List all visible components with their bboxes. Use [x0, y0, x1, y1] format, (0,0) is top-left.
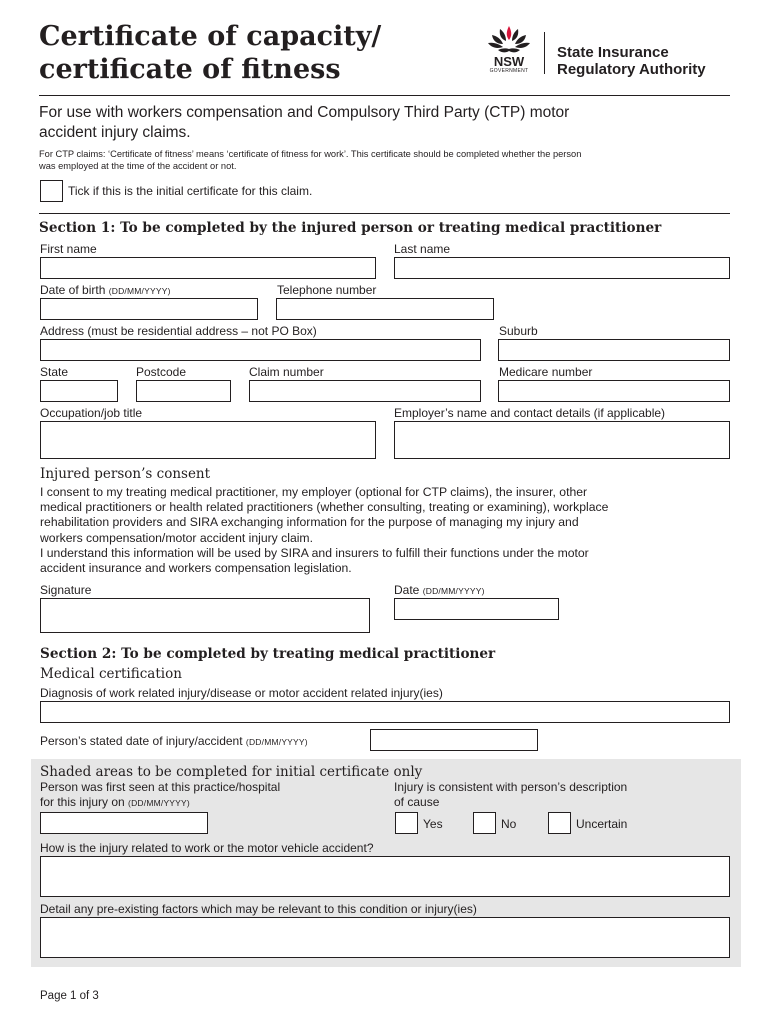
employer-label: Employer’s name and contact details (if applicable) [394, 406, 666, 420]
consent-paragraph-1 [40, 485, 608, 546]
related-answer-field[interactable] [40, 856, 730, 897]
postcode-field[interactable] [136, 380, 231, 402]
consent-p1-line1: I consent to my treating medical practitioner, my employer (optional for CTP claims), the insurer, other [40, 485, 588, 499]
dob-format: (DD/MM/YYYY) [108, 286, 171, 296]
consistent-yes-checkbox[interactable] [395, 812, 418, 834]
page-title [39, 20, 381, 86]
header-divider [39, 95, 730, 96]
dob-label [40, 283, 171, 298]
first-seen-line2 [40, 795, 280, 811]
first-name-field[interactable] [40, 257, 376, 279]
consistent-yes-label: Yes [423, 817, 443, 831]
medical-certification-heading: Medical certification [40, 666, 182, 682]
agency-name [557, 44, 706, 78]
page-number: Page 1 of 3 [40, 990, 99, 1002]
stated-date-field[interactable] [370, 729, 538, 751]
date-label-text: Date [394, 583, 420, 597]
related-question-label: How is the injury related to work or the motor vehicle accident? [40, 841, 374, 855]
preexisting-label: Detail any pre-existing factors which may be relevant to this condition or injury(ies) [40, 902, 477, 916]
initial-certificate-checkbox[interactable] [40, 180, 63, 202]
medicare-number-field[interactable] [498, 380, 730, 402]
first-seen-line2-text: for this injury on [40, 795, 125, 809]
stated-date-label [40, 734, 308, 749]
date-label [394, 583, 485, 598]
claim-number-label: Claim number [249, 365, 324, 379]
logo-divider [544, 32, 545, 74]
address-label: Address (must be residential address – not PO Box) [40, 324, 317, 338]
date-field[interactable] [394, 598, 559, 620]
nsw-government-logo [484, 24, 534, 76]
intro-note-line1: For CTP claims: ‘Certificate of fitness’ means ‘certificate of fitness for work’. This certificate should be completed whether the person [39, 149, 582, 159]
consent-p2-line1: I understand this information will be used by SIRA and insurers to fulfill their functions under the motor [40, 546, 589, 560]
intro-lead-line1: For use with workers compensation and Compulsory Third Party (CTP) motor [39, 104, 570, 121]
date-format: (DD/MM/YYYY) [422, 586, 485, 596]
logo-subtext: GOVERNMENT [489, 68, 529, 74]
initial-certificate-label: Tick if this is the initial certificate for this claim. [68, 184, 313, 198]
stated-date-label-text: Person’s stated date of injury/accident [40, 734, 243, 748]
employer-field[interactable] [394, 421, 730, 459]
state-label: State [40, 365, 69, 379]
last-name-label: Last name [394, 242, 451, 256]
intro-lead-line2: accident injury claims. [39, 124, 191, 141]
consistent-uncertain-checkbox[interactable] [548, 812, 571, 834]
intro-note [39, 148, 581, 172]
intro-lead [39, 103, 569, 143]
shaded-area-heading: Shaded areas to be completed for initial certificate only [40, 764, 423, 780]
consent-p2-line2: accident insurance and workers compensation legislation. [40, 561, 352, 576]
consent-paragraph-2 [40, 546, 589, 576]
consistent-no-checkbox[interactable] [473, 812, 496, 834]
page-title-line1: Certificate of capacity/ [39, 21, 382, 52]
diagnosis-label: Diagnosis of work related injury/disease or motor accident related injury(ies) [40, 686, 443, 700]
section1-divider [39, 213, 730, 214]
logo-text: NSW [493, 54, 525, 69]
consent-p1-line3: rehabilitation providers and SIRA exchanging information for the purpose of managing my injury and [40, 515, 579, 530]
first-seen-date-field[interactable] [40, 812, 208, 834]
agency-name-line2: Regulatory Authority [557, 61, 706, 78]
first-seen-label [40, 780, 280, 811]
first-name-label: First name [40, 242, 97, 256]
waratah-icon [484, 24, 534, 58]
suburb-label: Suburb [499, 324, 538, 338]
address-field[interactable] [40, 339, 481, 361]
section1-heading: Section 1: To be completed by the injured person or treating medical practitioner [39, 220, 662, 236]
last-name-field[interactable] [394, 257, 730, 279]
consistent-line1: Injury is consistent with person’s description [394, 780, 628, 794]
consent-p1-line4: workers compensation/motor accident injury claim. [40, 530, 313, 545]
occupation-field[interactable] [40, 421, 376, 459]
stated-date-format: (DD/MM/YYYY) [245, 737, 308, 747]
page-title-line2: certificate of fitness [39, 54, 341, 85]
consent-p1-line2: medical practitioners or health related practitioners (whether consulting, treating or examining), workplace [40, 500, 609, 515]
first-seen-format: (DD/MM/YYYY) [128, 798, 190, 808]
consistent-uncertain-label: Uncertain [576, 817, 628, 831]
signature-label: Signature [40, 583, 92, 597]
consistent-line2: of cause [394, 795, 440, 809]
dob-label-text: Date of birth [40, 283, 106, 297]
telephone-field[interactable] [276, 298, 494, 320]
section2-heading: Section 2: To be completed by treating medical practitioner [40, 646, 496, 662]
telephone-label: Telephone number [277, 283, 377, 297]
intro-note-line2: was employed at the time of the accident or not. [39, 161, 237, 171]
signature-field[interactable] [40, 598, 370, 633]
consent-heading: Injured person’s consent [40, 466, 211, 482]
dob-field[interactable] [40, 298, 258, 320]
preexisting-field[interactable] [40, 917, 730, 958]
first-seen-line1: Person was first seen at this practice/hospital [40, 780, 281, 794]
consistent-label [394, 780, 627, 810]
diagnosis-field[interactable] [40, 701, 730, 723]
medicare-number-label: Medicare number [499, 365, 593, 379]
claim-number-field[interactable] [249, 380, 481, 402]
consistent-no-label: No [501, 817, 517, 831]
occupation-label: Occupation/job title [40, 406, 143, 420]
postcode-label: Postcode [136, 365, 187, 379]
suburb-field[interactable] [498, 339, 730, 361]
agency-name-line1: State Insurance [557, 44, 669, 61]
state-field[interactable] [40, 380, 118, 402]
